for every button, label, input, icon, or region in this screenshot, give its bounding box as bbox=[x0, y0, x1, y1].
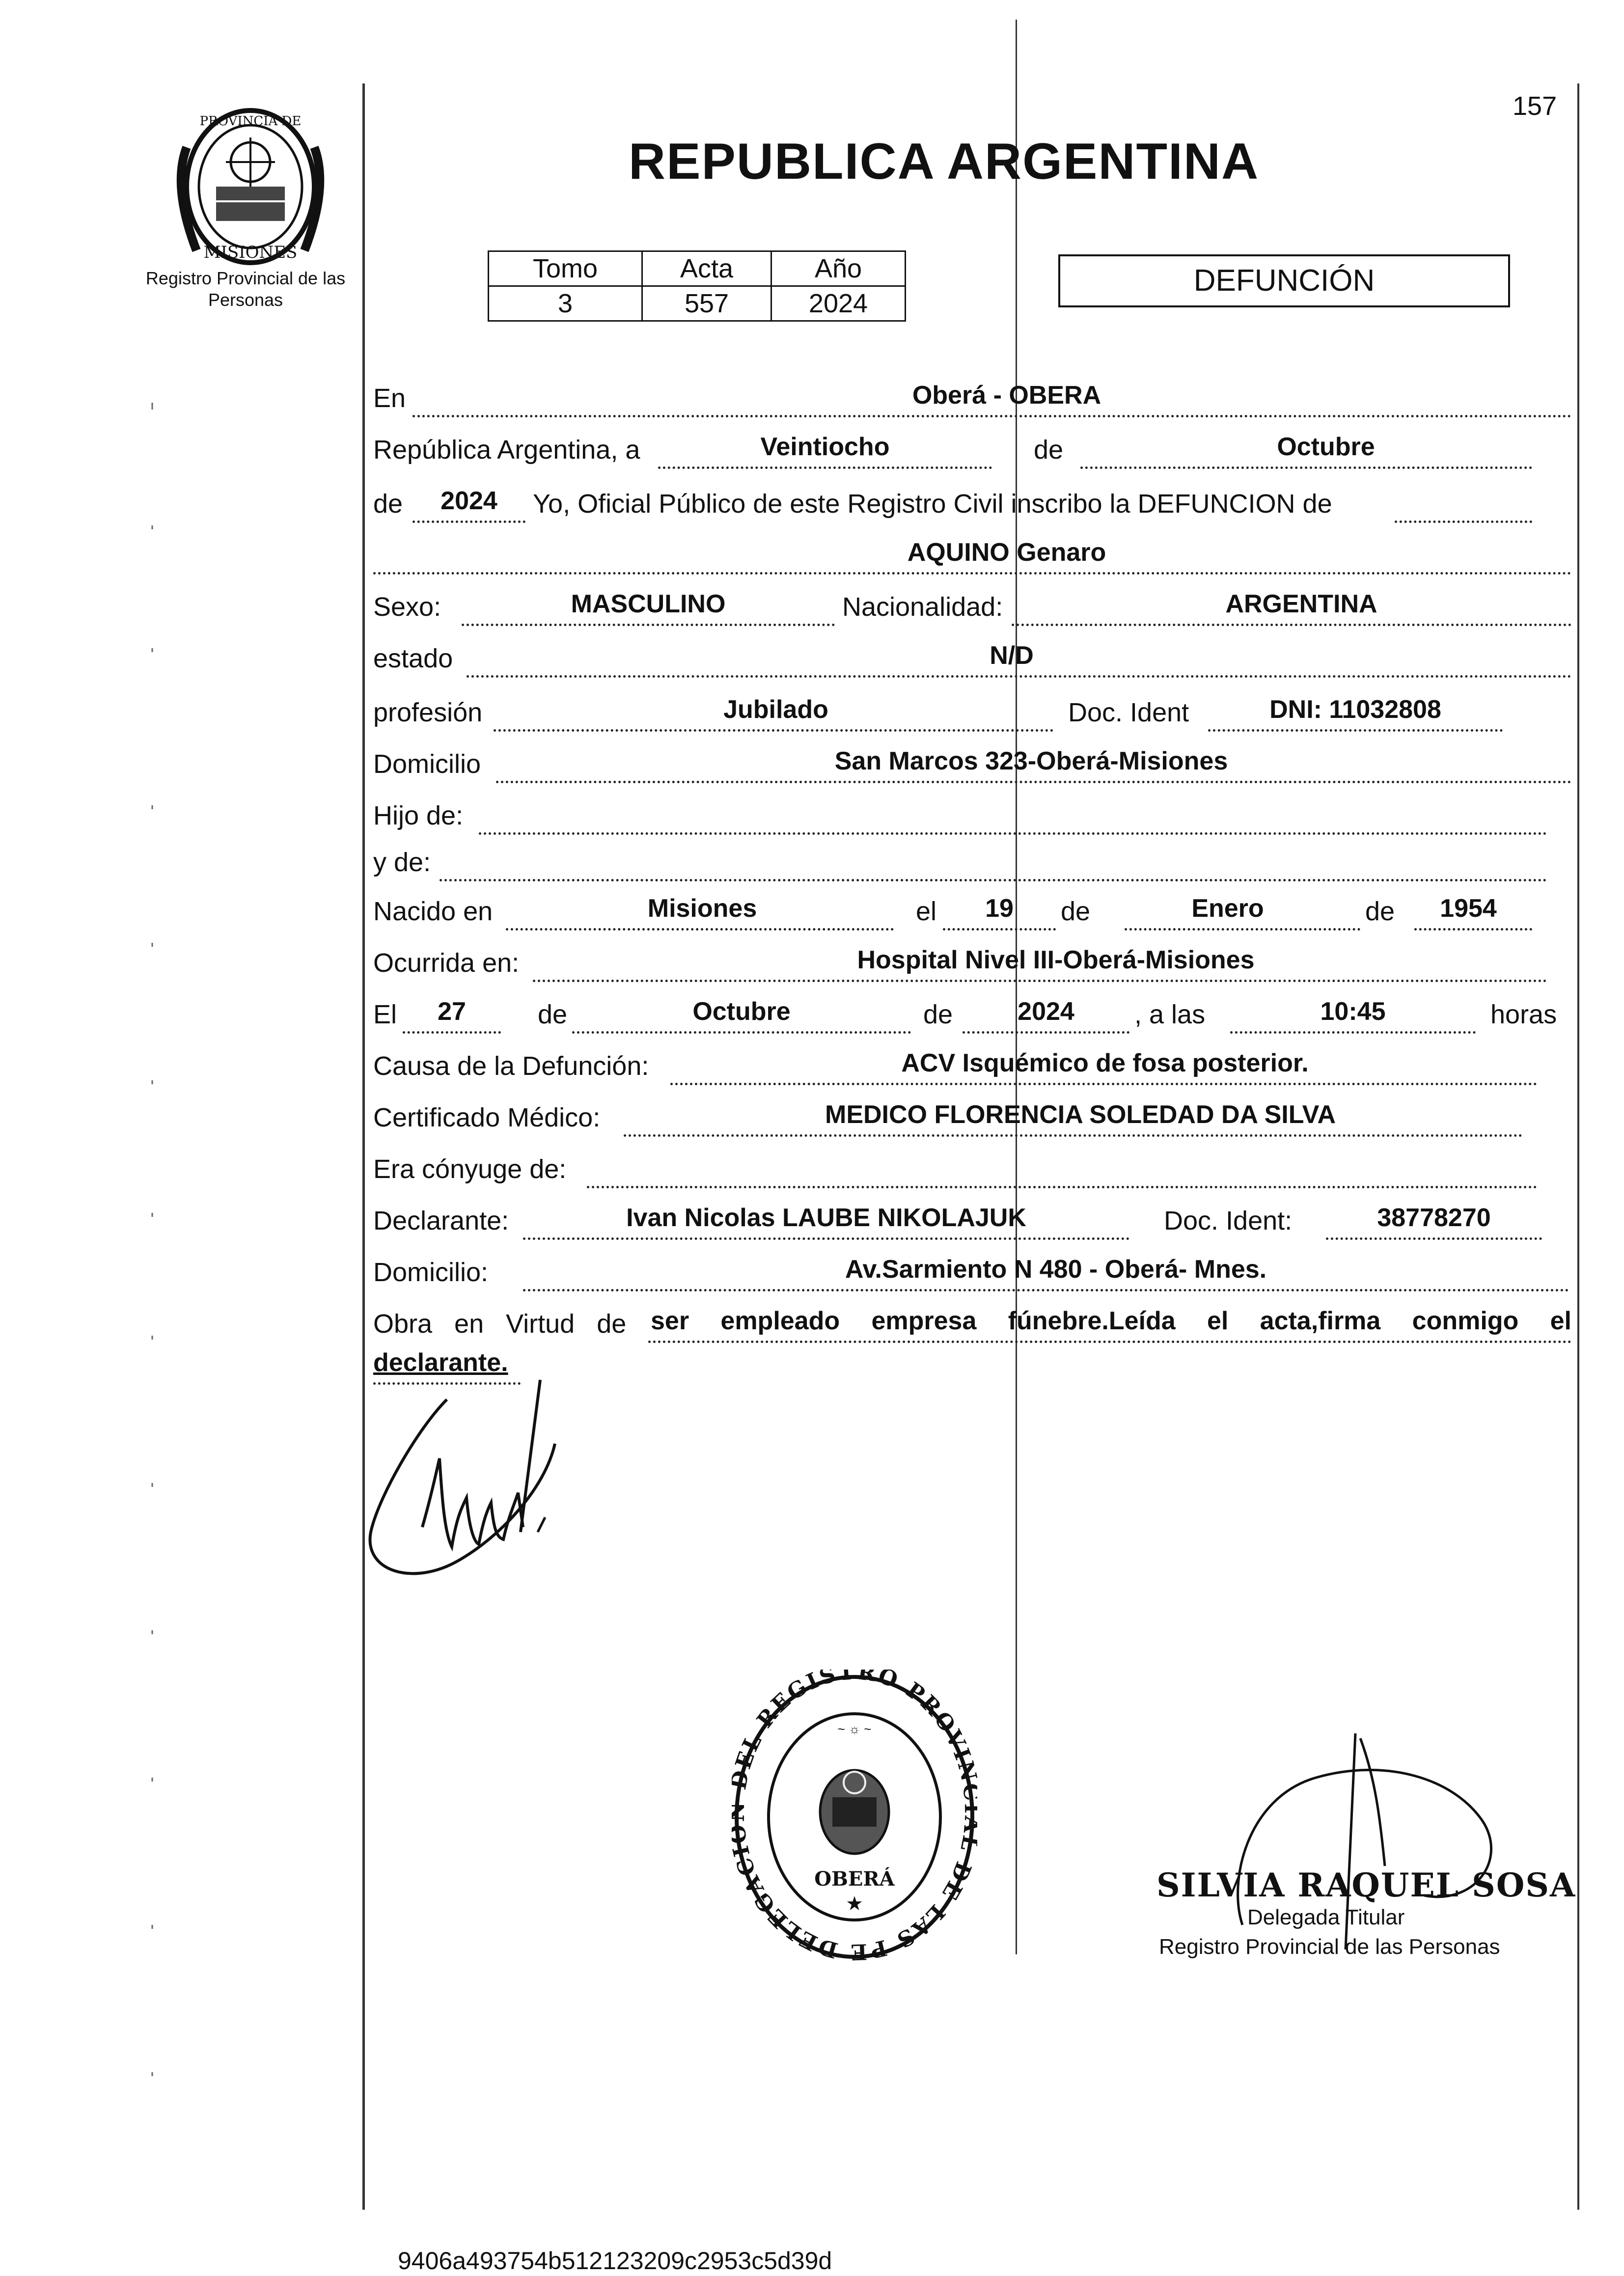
label-declarante: Declarante: bbox=[373, 1206, 509, 1235]
dots-defuncion-de bbox=[1395, 521, 1532, 523]
header-anio: Año bbox=[771, 251, 906, 286]
dots-lugar bbox=[413, 415, 1571, 417]
value-certificado: MEDICO FLORENCIA SOLEDAD DA SILVA bbox=[825, 1100, 1336, 1129]
label-nacido-en: Nacido en bbox=[373, 897, 493, 926]
label-nacionalidad: Nacionalidad: bbox=[842, 592, 1003, 622]
dots-estado bbox=[467, 675, 1571, 678]
label-ocurrida-en: Ocurrida en: bbox=[373, 948, 520, 978]
dots-profesion bbox=[494, 729, 1053, 732]
scan-fold-line bbox=[1016, 20, 1017, 1954]
value-domicilio: San Marcos 323-Oberá-Misiones bbox=[834, 747, 1228, 775]
svg-text:MISIONES: MISIONES bbox=[203, 243, 298, 262]
dots-sexo bbox=[462, 624, 835, 626]
label-de-def-mes: de bbox=[538, 1000, 568, 1029]
value-declarante-domicilio: Av.Sarmiento N 480 - Oberá- Mnes. bbox=[845, 1255, 1267, 1284]
label-doc-ident-declarante: Doc. Ident: bbox=[1164, 1206, 1293, 1235]
dots-declarante-domicilio bbox=[523, 1289, 1569, 1291]
header-tomo: Tomo bbox=[489, 251, 642, 286]
svg-text:~ ☼ ~: ~ ☼ ~ bbox=[837, 1722, 872, 1736]
dots-def-anio bbox=[963, 1031, 1129, 1034]
value-nacionalidad: ARGENTINA bbox=[1225, 590, 1377, 618]
dots-documento bbox=[1208, 729, 1503, 732]
value-anio: 2024 bbox=[440, 487, 497, 515]
left-margin-line bbox=[362, 83, 365, 2210]
label-estado: estado bbox=[373, 644, 453, 673]
label-domicilio: Domicilio bbox=[373, 749, 481, 779]
label-domicilio-declarante: Domicilio: bbox=[373, 1258, 489, 1287]
dots-causa bbox=[670, 1083, 1537, 1085]
dots-hijo-de bbox=[479, 832, 1547, 835]
margin-scan-marks bbox=[147, 403, 157, 2220]
dots-def-hora bbox=[1230, 1031, 1476, 1034]
dots-conyuge bbox=[587, 1186, 1537, 1188]
label-de-nac-anio: de bbox=[1365, 897, 1395, 926]
value-nombre: AQUINO Genaro bbox=[907, 538, 1106, 567]
dots-nacido-en bbox=[506, 928, 894, 931]
svg-text:PROVINCIA DE: PROVINCIA DE bbox=[199, 114, 302, 129]
signatory-role: Delegada Titular bbox=[1247, 1905, 1405, 1929]
label-certificado: Certificado Médico: bbox=[373, 1103, 601, 1132]
dots-nac-anio bbox=[1414, 928, 1532, 931]
value-nac-mes: Enero bbox=[1191, 894, 1264, 923]
value-sexo: MASCULINO bbox=[571, 590, 726, 618]
label-en: En bbox=[373, 384, 406, 413]
dots-declarante bbox=[523, 1237, 1129, 1240]
header-acta: Acta bbox=[642, 251, 771, 286]
label-de-mes: de bbox=[1034, 435, 1064, 465]
page-number: 157 bbox=[1513, 91, 1557, 121]
value-tomo: 3 bbox=[489, 286, 642, 321]
label-causa: Causa de la Defunción: bbox=[373, 1051, 649, 1081]
value-mes: Octubre bbox=[1277, 433, 1375, 461]
value-acta: 557 bbox=[642, 286, 771, 321]
page-title: REPUBLICA ARGENTINA bbox=[629, 133, 1260, 190]
label-a-las: , a las bbox=[1134, 1000, 1206, 1029]
label-republica: República Argentina, a bbox=[373, 435, 640, 465]
value-def-anio: 2024 bbox=[1018, 997, 1074, 1026]
svg-text:★: ★ bbox=[846, 1893, 863, 1915]
label-yo-oficial: Yo, Oficial Público de este Registro Civil inscribo la DEFUNCION de bbox=[533, 489, 1332, 519]
value-lugar: Oberá - OBERA bbox=[912, 381, 1101, 410]
svg-text:DELEGACION DEL REGISTRO PROVIN: DELEGAC EL REGISTRO PROVI DE LAS PE bbox=[732, 1670, 976, 1964]
dots-obra-line1 bbox=[648, 1341, 1571, 1343]
dots-domicilio bbox=[496, 781, 1571, 783]
value-nac-anio: 1954 bbox=[1440, 894, 1497, 923]
label-sexo: Sexo: bbox=[373, 592, 441, 622]
label-de-anio: de bbox=[373, 489, 403, 519]
provincial-seal bbox=[157, 103, 344, 270]
value-nacido-en: Misiones bbox=[647, 894, 757, 923]
value-ocurrida-en: Hospital Nivel III-Oberá-Misiones bbox=[857, 946, 1255, 974]
label-de-nac-mes: de bbox=[1061, 897, 1091, 926]
label-hijo-de: Hijo de: bbox=[373, 801, 464, 830]
value-def-mes: Octubre bbox=[692, 997, 791, 1026]
record-table bbox=[488, 250, 906, 322]
document-type-box: DEFUNCIÓN bbox=[1058, 254, 1510, 307]
signatory-office: Registro Provincial de las Personas bbox=[1159, 1935, 1500, 1959]
value-profesion: Jubilado bbox=[723, 695, 828, 724]
value-causa: ACV Isquémico de fosa posterior. bbox=[901, 1049, 1309, 1077]
label-conyuge: Era cónyuge de: bbox=[373, 1154, 567, 1184]
value-obra-line2: declarante. bbox=[373, 1348, 508, 1377]
value-declarante-doc: 38778270 bbox=[1377, 1204, 1491, 1232]
dots-def-mes bbox=[572, 1031, 911, 1034]
label-el: el bbox=[916, 897, 937, 926]
dots-declarante-doc bbox=[1326, 1237, 1542, 1240]
value-obra-line1: ser empleado empresa fúnebre.Leída el acta,firma conmigo el bbox=[651, 1307, 1571, 1335]
declarant-signature bbox=[358, 1370, 594, 1596]
value-nac-dia: 19 bbox=[985, 894, 1014, 923]
registry-label: Registro Provincial de las Personas bbox=[145, 268, 346, 310]
label-obra-en-virtud: Obra en Virtud de bbox=[373, 1309, 627, 1339]
dots-nac-dia bbox=[943, 928, 1056, 931]
label-de-def-anio: de bbox=[923, 1000, 953, 1029]
dots-certificado bbox=[624, 1134, 1522, 1137]
dots-nacionalidad bbox=[1012, 624, 1571, 626]
value-def-dia: 27 bbox=[438, 997, 466, 1026]
right-border-line bbox=[1577, 83, 1579, 2210]
label-profesion: profesión bbox=[373, 698, 483, 727]
dots-anio bbox=[413, 521, 525, 523]
label-y-de: y de: bbox=[373, 848, 431, 877]
record-table-value-row bbox=[489, 286, 906, 321]
dots-mes bbox=[1080, 466, 1532, 469]
dots-def-dia bbox=[403, 1031, 501, 1034]
dots-nac-mes bbox=[1125, 928, 1360, 931]
label-horas: horas bbox=[1490, 1000, 1557, 1029]
dots-nombre bbox=[373, 572, 1571, 575]
dots-y-de bbox=[440, 879, 1547, 881]
official-stamp bbox=[732, 1670, 977, 1964]
document-hash: 9406a493754b512123209c2953c5d39d bbox=[398, 2247, 832, 2275]
value-estado: N/D bbox=[990, 641, 1034, 670]
value-def-hora: 10:45 bbox=[1320, 997, 1386, 1026]
svg-text:OBERÁ: OBERÁ bbox=[814, 1867, 895, 1891]
value-dia-letras: Veintiocho bbox=[760, 433, 890, 461]
value-declarante: Ivan Nicolas LAUBE NIKOLAJUK bbox=[626, 1204, 1026, 1232]
value-anio: 2024 bbox=[771, 286, 906, 321]
dots-dia bbox=[658, 466, 992, 469]
record-table-header-row bbox=[489, 251, 906, 286]
signatory-name: SILVIA RAQUEL SOSA bbox=[1156, 1866, 1576, 1904]
dots-ocurrida-en bbox=[533, 980, 1547, 982]
value-documento: DNI: 11032808 bbox=[1269, 695, 1441, 724]
label-el-cap: El bbox=[373, 1000, 397, 1029]
label-doc-ident: Doc. Ident bbox=[1068, 698, 1189, 727]
